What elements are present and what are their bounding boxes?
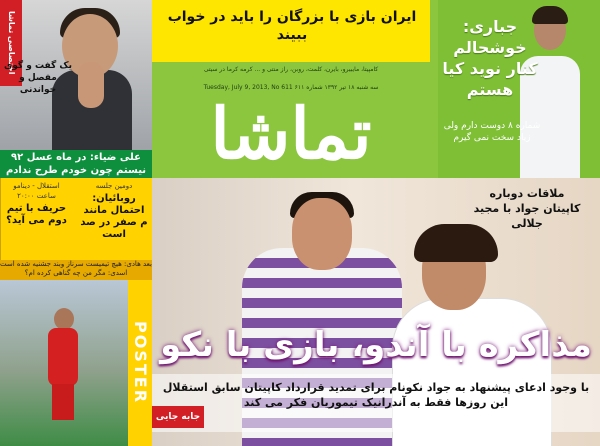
news-box-left-kicker: استقلال - دینامو ساعت ۲۰:۰۰ [13, 182, 60, 200]
main-headline: مذاکره با آندو، بازی با نکو [160, 325, 592, 365]
red-sticker: جابه جایی [152, 406, 204, 428]
poster-player-head [54, 308, 74, 330]
news-box-right-headline: روبائیان: احتمال مانند م صفر در صد است [80, 193, 148, 240]
exclusive-tag: اختصاصی تماشا [0, 0, 22, 86]
news-box-band: بعد هادی: هیچ تیمیست سرناز وبند جشنیه شده است اسدی: مگر من چه گناهی کرده ام؟ [0, 260, 152, 280]
player-subheadline: شماره ۸ دوست دارم ولی زیاد سخت نمی گیرم [443, 121, 541, 143]
masthead-headline-box [152, 0, 430, 62]
masthead-player-photo [438, 0, 600, 178]
masthead-info: کامپیتا، مایبیرو، بایرن، کلمت، روبن، راز منتی و ... کرمه کرما در سیتی [203, 66, 379, 73]
news-box-right-kicker: دومین جلسه [95, 182, 133, 190]
poster-player-jersey [48, 328, 78, 386]
masthead-headline: ایران بازی با بزرگان را باید در خواب ببیند [167, 9, 417, 43]
issue-date: سه شنبه ۱۸ تیر ۱۳۹۲ شماره ۶۱۱ Tuesday, July 9, 2013, No 611 [203, 84, 379, 91]
person-hands [78, 62, 104, 108]
poster-tag: POSTER [128, 280, 152, 446]
player-headline: جباری: خوشحالم کنار نوید کیا هستم [442, 17, 538, 99]
ali-zia-headline: علی ضیاء: در ماه عسل ۹۲ نیستم چون خودم طرح ندادم [0, 150, 152, 178]
main-subheadline: با وجود ادعای پیشنهاد به جواد نکونام برای تمدید قرارداد کاپیتان سابق استقلال این روزها فقط به آندرانیک تیموریان فکر می کند [152, 374, 600, 432]
newspaper-logo: تماشا [210, 92, 372, 175]
man1-head [292, 198, 352, 270]
news-box-left-headline: حریف با تیم دوم می آید؟ [6, 203, 67, 226]
interview-caption: یک گفت و گوی مفصل و خواندنی [4, 61, 72, 95]
masthead [152, 0, 600, 178]
interview-photo [0, 0, 152, 150]
poster-player-legs [52, 384, 74, 420]
photo-caption: ملاقات دوباره کاپیتان جواد با مجید جلالی [473, 187, 581, 230]
yellow-news-box [0, 178, 152, 280]
